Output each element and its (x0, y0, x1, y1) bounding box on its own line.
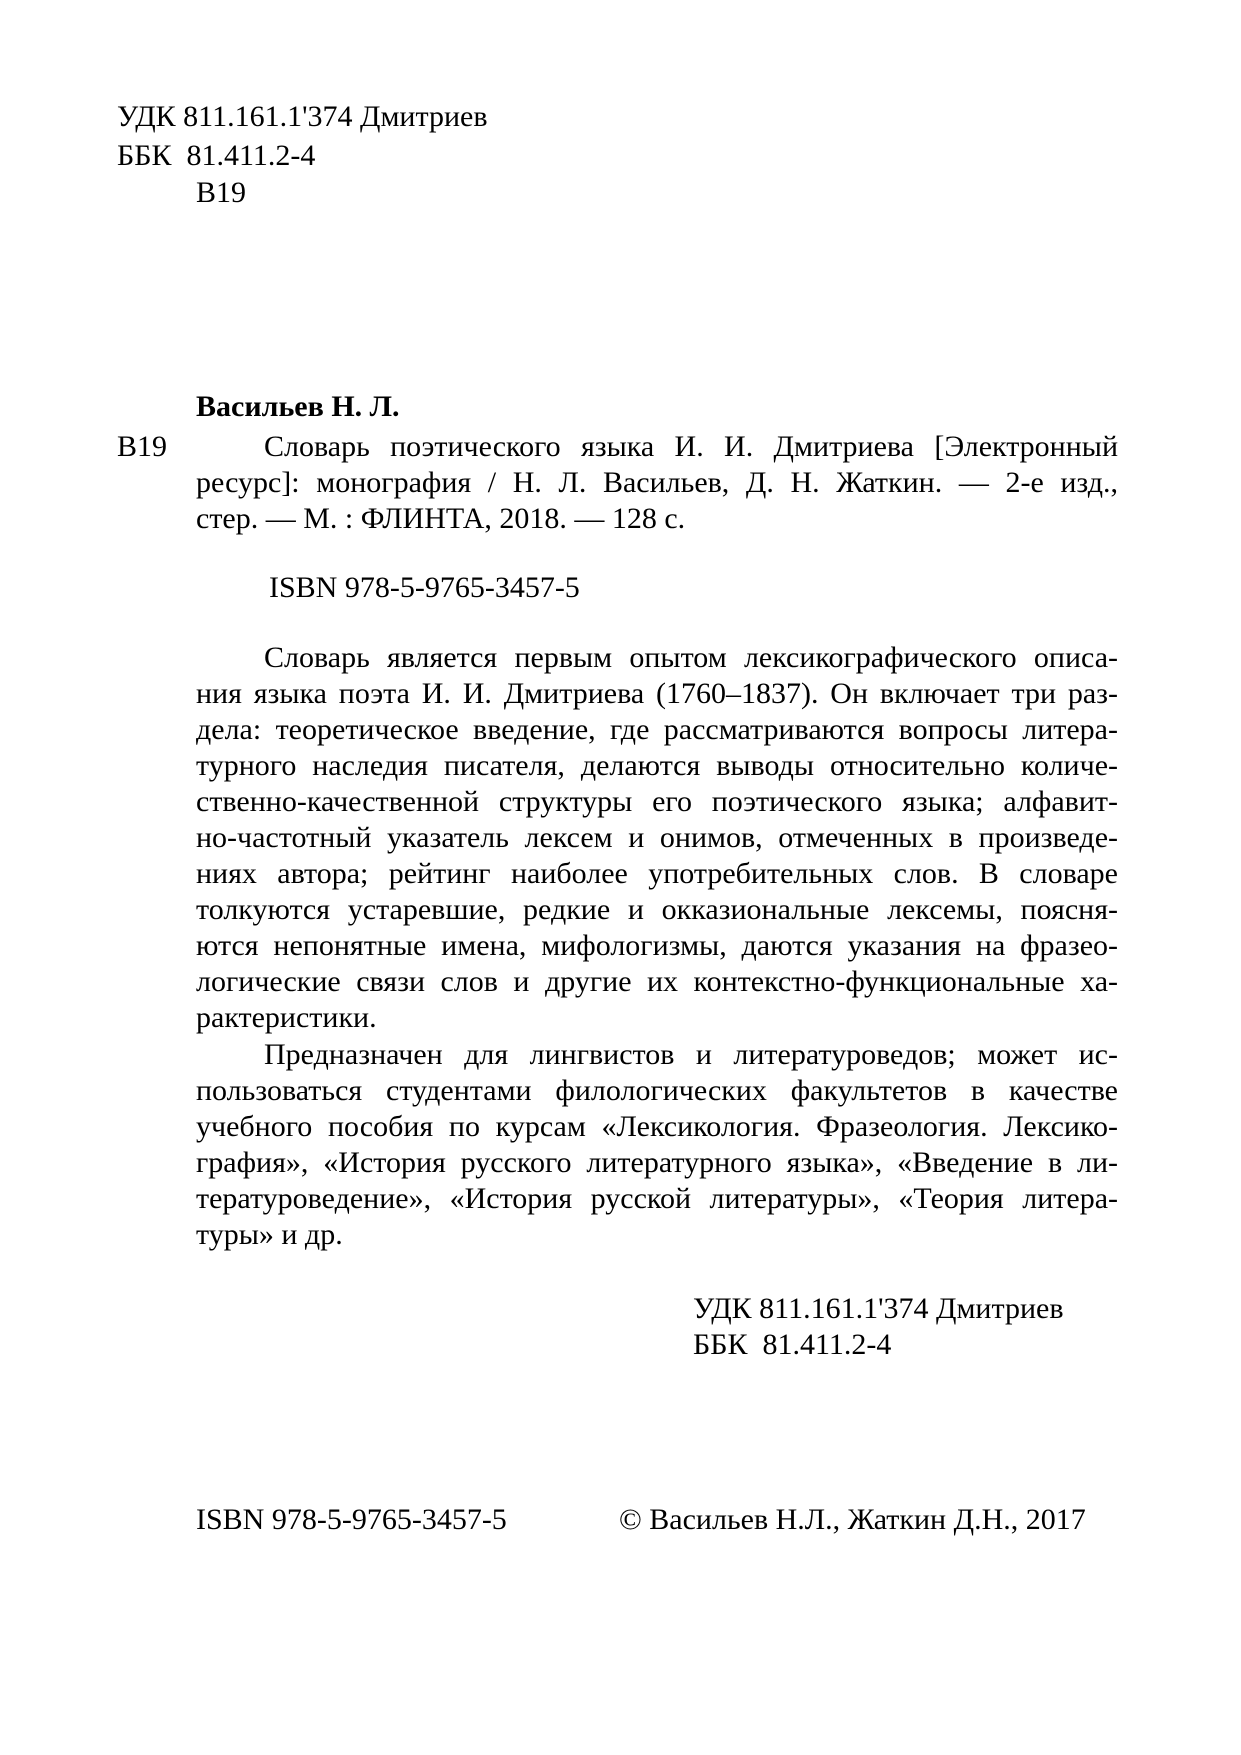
annotation-line: ниях автора; рейтинг наиболее употребительных слов. В словаре (196, 857, 1118, 890)
classification-udk: УДК 811.161.1'374 Дмитриев (693, 1292, 1064, 1325)
classification-bbk: ББК 81.411.2-4 (693, 1328, 892, 1361)
annotation-line: ния языка поэта И. И. Дмитриева (1760–1837). Он включает три раз- (196, 677, 1118, 710)
annotation-line: рактеристики. (196, 1001, 377, 1034)
annotation-line: пользоваться студентами филологических факультетов в качестве (196, 1074, 1118, 1107)
entry-citation-line: стер. — М. : ФЛИНТА, 2018. — 128 с. (196, 502, 686, 535)
annotation-line: турного наследия писателя, делаются выводы относительно количе- (196, 749, 1118, 782)
header-udk: УДК 811.161.1'374 Дмитриев (117, 100, 488, 133)
annotation-line: дела: теоретическое введение, где рассматриваются вопросы литера- (196, 713, 1118, 746)
annotation-line: ственно-качественной структуры его поэтического языка; алфавит- (196, 785, 1118, 818)
annotation-line: логические связи слов и другие их контекстно-функциональные ха- (196, 965, 1118, 998)
annotation-line: но-частотный указатель лексем и онимов, отмеченных в произведе- (196, 821, 1118, 854)
annotation-line: графия», «История русского литературного языка», «Введение в ли- (196, 1146, 1118, 1179)
entry-author-code: В19 (117, 430, 168, 463)
annotation-line: тературоведение», «История русской литературы», «Теория литера- (196, 1182, 1118, 1215)
entry-citation-line: Словарь поэтического языка И. И. Дмитриева [Электронный (264, 430, 1118, 463)
header-bbk: ББК 81.411.2-4 (117, 139, 316, 172)
entry-isbn: ISBN 978-5-9765-3457-5 (269, 571, 580, 604)
entry-author: Васильев Н. Л. (196, 390, 400, 423)
header-author-code: В19 (196, 176, 247, 209)
annotation-line: толкуются устаревшие, редкие и окказиональные лексемы, поясня- (196, 893, 1118, 926)
annotation-line: туры» и др. (196, 1218, 343, 1251)
footer-copyright: © Васильев Н.Л., Жаткин Д.Н., 2017 (619, 1503, 1086, 1536)
footer-isbn: ISBN 978-5-9765-3457-5 (196, 1503, 507, 1536)
entry-citation-line: ресурс]: монография / Н. Л. Васильев, Д. Н. Жаткин. — 2-е изд., (196, 466, 1118, 499)
annotation-line: Словарь является первым опытом лексикографического описа- (264, 641, 1118, 674)
annotation-line: Предназначен для лингвистов и литературоведов; может ис- (264, 1038, 1118, 1071)
annotation-line: ются непонятные имена, мифологизмы, даются указания на фразео- (196, 929, 1118, 962)
annotation-line: учебного пособия по курсам «Лексикология. Фразеология. Лексико- (196, 1110, 1118, 1143)
